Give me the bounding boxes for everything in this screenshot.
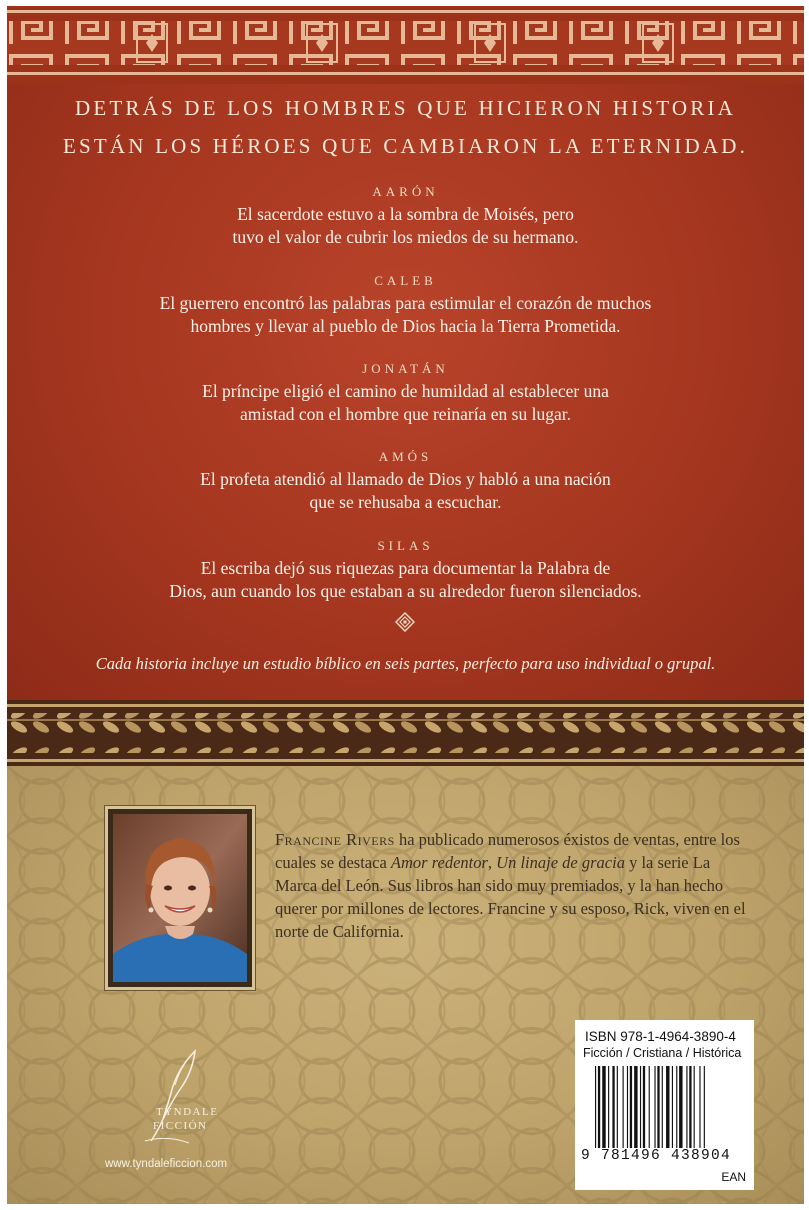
entry-name-silas: SILAS (377, 538, 434, 553)
entry-name-aaron: AARÓN (372, 184, 439, 199)
author-photo (113, 814, 247, 982)
barcode-bar (634, 1066, 637, 1148)
book-title-2: Un linaje de gracia (496, 853, 625, 872)
barcode-bar (672, 1066, 673, 1148)
barcode-bar (676, 1066, 677, 1148)
barcode-bar (666, 1066, 669, 1148)
ean-label: EAN (721, 1170, 746, 1184)
barcode-bar (595, 1066, 596, 1148)
entry-name-caleb: CALEB (374, 273, 437, 288)
barcode-bar (623, 1066, 624, 1148)
barcode-bar (694, 1066, 695, 1148)
entry-text-amos: El profeta atendió al llamado de Dios y habló a una nación que se rehusaba a escuchar. (200, 469, 611, 512)
barcode-bar (630, 1066, 632, 1148)
red-panel (7, 6, 804, 708)
book-title-1: Amor redentor (390, 853, 488, 872)
gold-panel (7, 766, 804, 1204)
entry-text-caleb: El guerrero encontró las palabras para estimular el corazón de muchos hombres y llevar al pueblo de Dios hacia la Tierra Prometida. (159, 293, 652, 336)
headline-line-1: DETRÁS DE LOS HOMBRES QUE HICIERON HISTORIA (74, 96, 737, 120)
diamond-ornament-icon (395, 612, 415, 632)
barcode-bar (612, 1066, 614, 1148)
barcode-bar (627, 1066, 628, 1148)
author-bio: Francine Rivers ha publicado numerosos éxistos de ventas, entre los cuales se destaca Amor redentor, Un linaje de gracia y la serie La Marca del León. Sus libros han sido muy premiados, y la han hecho querer por millones de lectores. Francine y su esposo, Rick, viven en el norte de California. (275, 830, 746, 941)
barcode-bar (598, 1066, 600, 1148)
entry-name-jonatan: JONATÁN (362, 361, 449, 376)
entry-name-amos: AMÓS (378, 449, 433, 464)
barcode-bar (643, 1066, 645, 1148)
barcode-bar (662, 1066, 663, 1148)
laurel-border (7, 700, 804, 766)
barcode-bar (657, 1066, 659, 1148)
publisher-website[interactable]: www.tyndaleficcion.com (105, 1158, 228, 1170)
book-back-cover (7, 6, 804, 1204)
entry-text-aaron: El sacerdote estuvo a la sombra de Moisés, pero tuvo el valor de cubrir los miedos de su hermano. (232, 204, 579, 247)
barcode-bar (704, 1066, 705, 1148)
barcode-bars (595, 1066, 745, 1148)
entry-text-jonatan: El príncipe eligió el camino de humildad al establecer una amistad con el hombre que reinaría en su lugar. (202, 381, 609, 424)
barcode-digits: 9 781496 438904 (581, 1148, 732, 1164)
author-photo-frame (105, 806, 255, 990)
greek-key-border (7, 6, 804, 84)
barcode-bar (617, 1066, 618, 1148)
barcode-bar (602, 1066, 605, 1148)
barcode-bar (654, 1066, 655, 1148)
barcode-bar (649, 1066, 650, 1148)
author-name: Francine Rivers (275, 830, 395, 849)
barcode-bar (699, 1066, 700, 1148)
isbn: ISBN 978-1-4964-3890-4 (585, 1029, 736, 1044)
publisher-logo-line-1: TYNDALE (156, 1106, 219, 1118)
barcode-bar (686, 1066, 687, 1148)
barcode-bar (679, 1066, 682, 1148)
tagline: Cada historia incluye un estudio bíblico en seis partes, perfecto para uso individual o grupal. (95, 654, 716, 673)
barcode-box (575, 1020, 754, 1190)
barcode-bar (689, 1066, 691, 1148)
quill-logo-icon (137, 1049, 217, 1149)
headline-line-2: ESTÁN LOS HÉROES QUE CAMBIARON LA ETERNIDAD. (62, 134, 749, 158)
barcode-bar (608, 1066, 609, 1148)
genre: Ficción / Cristiana / Histórica (583, 1046, 742, 1060)
entry-text-silas: El escriba dejó sus riquezas para documentar la Palabra de Dios, aun cuando los que estaban a su alrededor fueron silenciados. (169, 558, 642, 601)
publisher-logo-line-2: FICCIÓN (153, 1120, 208, 1132)
barcode-bar (640, 1066, 641, 1148)
